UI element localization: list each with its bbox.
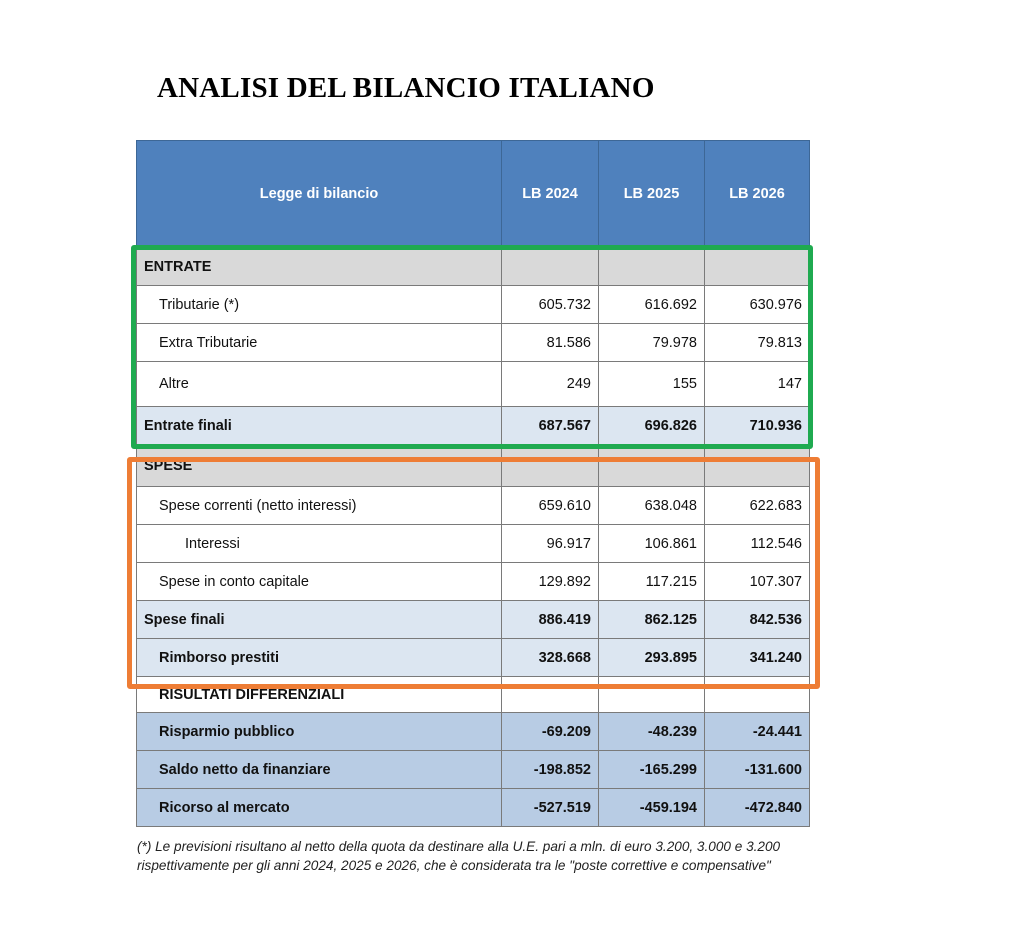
cell-2026: 842.536 (705, 601, 810, 639)
section-row-spese (137, 445, 810, 487)
budget-table (136, 140, 810, 827)
cell-2024: 129.892 (502, 563, 599, 601)
table-row (137, 324, 810, 362)
cell-2024: 659.610 (502, 487, 599, 525)
cell-2024: 328.668 (502, 639, 599, 677)
page-title: ANALISI DEL BILANCIO ITALIANO (157, 72, 655, 104)
cell-2024: 249 (502, 362, 599, 407)
section-label: ENTRATE (137, 248, 502, 286)
cell-2026: 622.683 (705, 487, 810, 525)
cell-2025: 638.048 (599, 487, 705, 525)
cell-2024: 687.567 (502, 407, 599, 445)
table-row (137, 713, 810, 751)
cell-2024: 96.917 (502, 525, 599, 563)
cell-2024: 81.586 (502, 324, 599, 362)
row-label: Saldo netto da finanziare (137, 751, 502, 789)
cell-2025: 862.125 (599, 601, 705, 639)
table-row (137, 525, 810, 563)
table-header-row (137, 141, 810, 248)
cell-2025: 106.861 (599, 525, 705, 563)
row-label: Extra Tributarie (137, 324, 502, 362)
cell-2025: 79.978 (599, 324, 705, 362)
row-label: Spese in conto capitale (137, 563, 502, 601)
row-label: Rimborso prestiti (137, 639, 502, 677)
row-label: Spese finali (137, 601, 502, 639)
table-row (137, 751, 810, 789)
row-label: Ricorso al mercato (137, 789, 502, 827)
header-legge-di-bilancio: Legge di bilancio (137, 141, 502, 248)
cell-2025: 696.826 (599, 407, 705, 445)
cell-2026: 107.307 (705, 563, 810, 601)
row-label: Risparmio pubblico (137, 713, 502, 751)
total-row-rimborso-prestiti (137, 639, 810, 677)
cell-2026: -472.840 (705, 789, 810, 827)
cell-2026: -24.441 (705, 713, 810, 751)
cell-2026: 710.936 (705, 407, 810, 445)
cell-2026: 341.240 (705, 639, 810, 677)
row-label: Spese correnti (netto interessi) (137, 487, 502, 525)
cell-2026: 147 (705, 362, 810, 407)
row-label: Tributarie (*) (137, 286, 502, 324)
row-label: Entrate finali (137, 407, 502, 445)
total-row-spese-finali (137, 601, 810, 639)
row-label: Interessi (137, 525, 502, 563)
header-lb-2025: LB 2025 (599, 141, 705, 248)
section-row-entrate (137, 248, 810, 286)
cell-2025: -48.239 (599, 713, 705, 751)
cell-2025: 616.692 (599, 286, 705, 324)
cell-2026: 630.976 (705, 286, 810, 324)
row-label: Altre (137, 362, 502, 407)
cell-2024: -198.852 (502, 751, 599, 789)
cell-2025: 293.895 (599, 639, 705, 677)
footnote: (*) Le previsioni risultano al netto della quota da destinare alla U.E. pari a mln. di euro 3.200, 3.000 e 3.200 rispettivamente per gli anni 2024, 2025 e 2026, che è considerata tra le "poste correttive e compensative" (137, 839, 781, 873)
table-row (137, 487, 810, 525)
section-label: SPESE (137, 445, 502, 487)
cell-2026: -131.600 (705, 751, 810, 789)
table-row (137, 286, 810, 324)
cell-2026: 79.813 (705, 324, 810, 362)
cell-2025: -165.299 (599, 751, 705, 789)
cell-2024: -527.519 (502, 789, 599, 827)
header-lb-2024: LB 2024 (502, 141, 599, 248)
cell-2025: 155 (599, 362, 705, 407)
table-row (137, 563, 810, 601)
cell-2026: 112.546 (705, 525, 810, 563)
cell-2025: 117.215 (599, 563, 705, 601)
section-row-risultati (137, 677, 810, 713)
cell-2024: 605.732 (502, 286, 599, 324)
total-row-entrate-finali (137, 407, 810, 445)
cell-2024: 886.419 (502, 601, 599, 639)
table-row (137, 362, 810, 407)
table-row (137, 789, 810, 827)
header-lb-2026: LB 2026 (705, 141, 810, 248)
section-label: RISULTATI DIFFERENZIALI (137, 677, 502, 713)
cell-2025: -459.194 (599, 789, 705, 827)
cell-2024: -69.209 (502, 713, 599, 751)
